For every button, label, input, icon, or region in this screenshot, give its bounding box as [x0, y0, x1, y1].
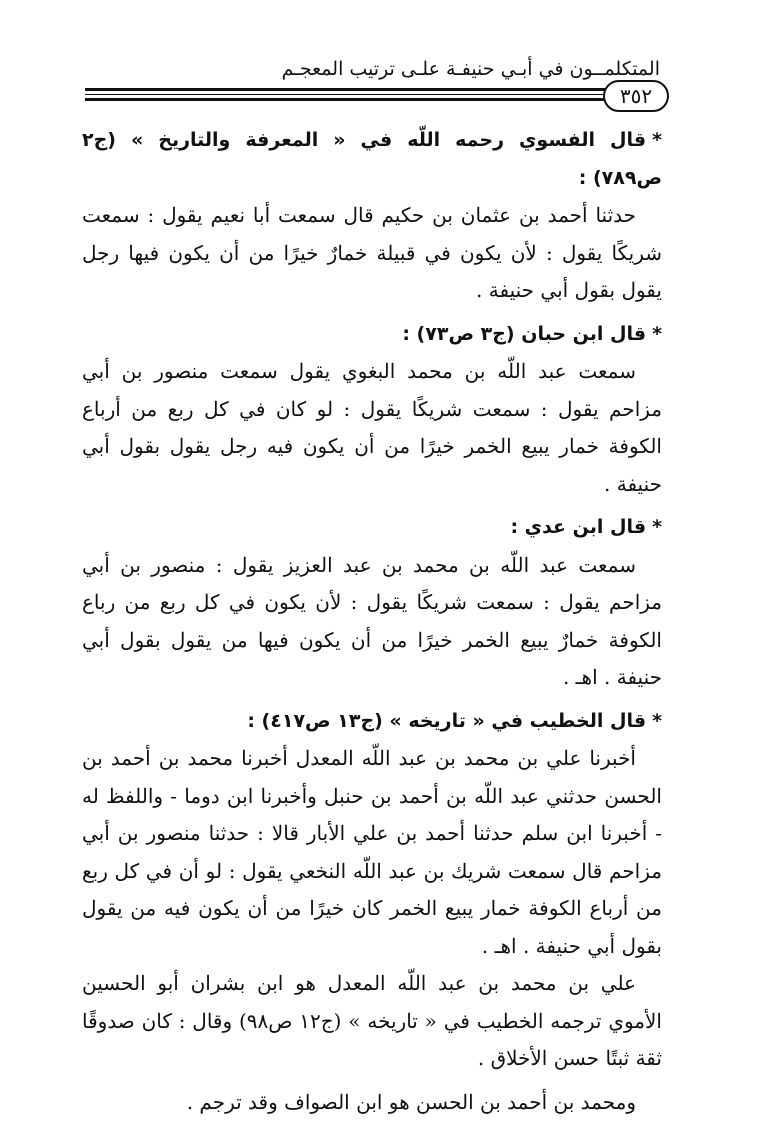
heading-text: قال الخطيب في « تاريخه » (ج١٣ ص٤١٧) :: [247, 710, 646, 732]
header-rule-top: [85, 88, 605, 91]
heading-text: قال الفسوي رحمه اللّه في « المعرفة والتاريخ » (ج٢ ص٧٨٩) :: [82, 129, 662, 189]
section-heading: [82, 703, 662, 741]
header-rule-bottom: [85, 98, 605, 101]
section-heading: [82, 509, 662, 547]
page-body: [82, 122, 662, 1121]
heading-text: قال ابن عدي :: [510, 516, 646, 538]
star-marker-icon: *: [652, 323, 662, 345]
body-paragraph: سمعت عبد اللّه بن محمد بن عبد العزيز يقول : منصور بن أبي مزاحم يقول : سمعت شريكًا يقول : لأن يكون في كل ربع من رباع الكوفة خمارٌ يبيع الخمر خيرًا من أن يكون فيها من يقول بقول أبي حنيفة . اهـ .: [82, 547, 662, 697]
body-paragraph: علي بن محمد بن عبد اللّه المعدل هو ابن بشران أبو الحسين الأموي ترجمه الخطيب في « تاريخه » (ج١٢ ص٩٨) وقال : كان صدوقًا ثقة ثبتًا حسن الأخلاق .: [82, 965, 662, 1078]
section-heading: [82, 122, 662, 197]
star-marker-icon: *: [652, 710, 662, 732]
body-paragraph: سمعت عبد اللّه بن محمد البغوي يقول سمعت منصور بن أبي مزاحم يقول : سمعت شريكًا يقول : لو كان في كل ربع من أرباع الكوفة خمار يبيع الخمر خيرًا من أن يكون فيه رجل يقول بقول أبي حنيفة .: [82, 353, 662, 503]
body-paragraph: أخبرنا علي بن محمد بن عبد اللّه المعدل أخبرنا محمد بن أحمد بن الحسن حدثني عبد اللّه بن أحمد بن حنبل وأخبرنا ابن دوما - واللفظ له - أخبرنا ابن سلم حدثنا أحمد بن علي الأبار قالا : حدثنا منصور بن أبي مزاحم قال سمعت شريك بن عبد اللّه النخعي يقول : لو أن في كل ربع من أرباع الكوفة خمار يبيع الخمر كان خيرًا من أن يكون فيه من يقول بقول أبي حنيفة . اهـ .: [82, 740, 662, 965]
section-heading: [82, 316, 662, 354]
heading-text: قال ابن حبان (ج٣ ص٧٣) :: [402, 323, 646, 345]
page-number: ٣٥٢: [603, 80, 669, 112]
running-title: المتكلمــون في أبـي حنيفـة علـى ترتيب المعجـم: [300, 58, 660, 80]
star-marker-icon: *: [652, 129, 662, 151]
header-rule-middle: [85, 94, 605, 95]
body-paragraph: ومحمد بن أحمد بن الحسن هو ابن الصواف وقد ترجم .: [82, 1084, 662, 1121]
star-marker-icon: *: [652, 516, 662, 538]
body-paragraph: حدثنا أحمد بن عثمان بن حكيم قال سمعت أبا نعيم يقول : سمعت شريكًا يقول : لأن يكون في قبيلة خمارٌ خيرًا من أن يكون فيها رجل يقول بقول أبي حنيفة .: [82, 197, 662, 310]
